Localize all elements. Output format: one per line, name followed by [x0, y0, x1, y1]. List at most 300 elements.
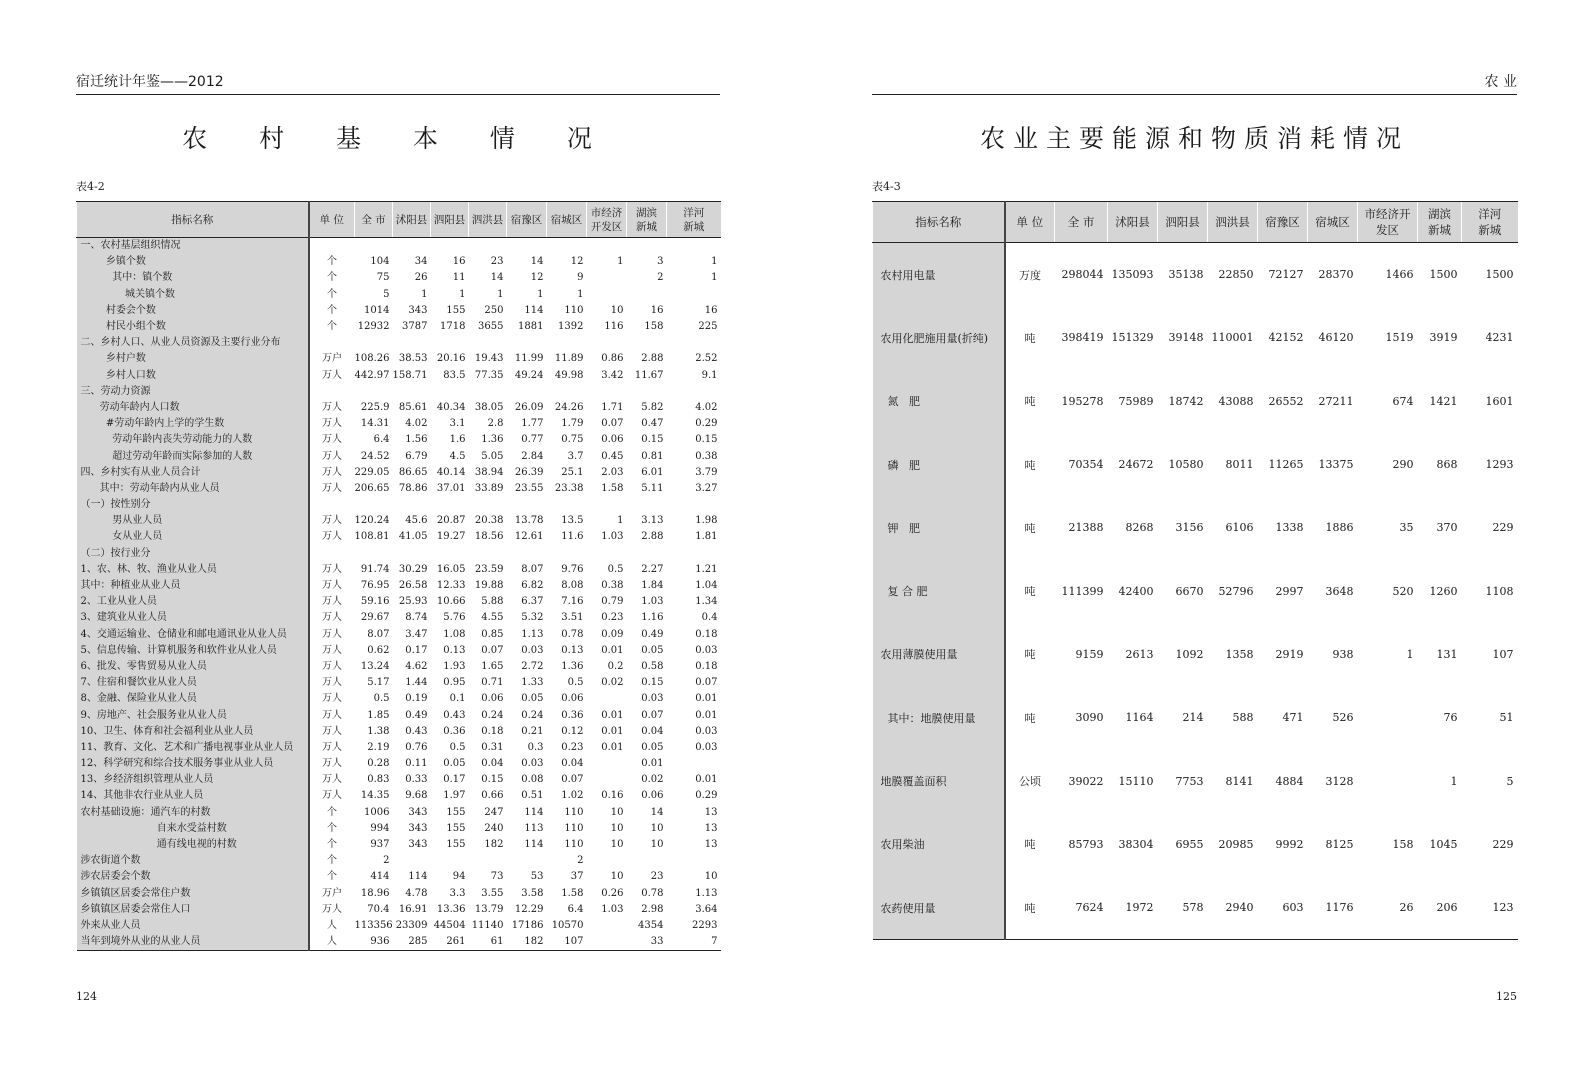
value-cell: 0.02 [641, 774, 664, 786]
value-cell: 6670 [1175, 584, 1204, 598]
value-cell: 2.84 [521, 450, 544, 462]
value-cell: 0.43 [405, 725, 428, 737]
value-cell: 1.71 [601, 401, 624, 413]
unit-cell: 个 [327, 288, 337, 300]
value-cell: 14 [650, 806, 664, 818]
value-cell [393, 384, 431, 400]
value-cell: 0.18 [695, 628, 718, 640]
value-cell: 1 [711, 256, 718, 268]
value-cell: 27211 [1318, 394, 1354, 408]
value-cell: 994 [370, 822, 390, 834]
value-cell: 33.89 [474, 482, 504, 494]
value-cell: 0.17 [443, 774, 466, 786]
value-cell: 77.35 [474, 369, 504, 381]
value-cell: 28370 [1318, 268, 1354, 282]
value-cell: 78.86 [398, 482, 428, 494]
value-cell: 0.18 [695, 660, 718, 672]
value-cell: 0.24 [521, 709, 544, 721]
table-row [77, 788, 721, 804]
value-cell: 13 [704, 839, 718, 851]
header-column: 全 市 [1055, 202, 1108, 243]
unit-cell: 人 [327, 919, 337, 931]
value-cell: 12932 [357, 321, 390, 333]
value-cell [393, 546, 431, 562]
value-cell: 46120 [1318, 331, 1354, 345]
value-cell: 10580 [1168, 458, 1204, 472]
value-cell: 0.38 [695, 450, 718, 462]
row-label: 农用柴油 [873, 813, 1005, 876]
value-cell: 1466 [1385, 268, 1414, 282]
value-cell: 0.33 [405, 774, 428, 786]
unit-cell: 万人 [322, 369, 342, 381]
value-cell: 85.61 [398, 401, 428, 413]
row-label: 磷 肥 [873, 433, 1005, 496]
value-cell: 155 [446, 304, 466, 316]
value-cell [469, 335, 507, 351]
value-cell: 1.08 [443, 628, 466, 640]
value-cell: 0.58 [641, 660, 664, 672]
value-cell: 0.18 [481, 725, 504, 737]
value-cell: 0.07 [641, 709, 664, 721]
row-label: 9、房地产、社会服务业从业人员 [77, 707, 309, 723]
unit-cell: 万人 [322, 612, 342, 624]
page-title: 农 村 基 本 情 况 [182, 124, 614, 153]
value-cell: 2.27 [641, 563, 664, 575]
left-page [76, 0, 720, 1077]
row-label: 其中：劳动年龄内从业人员 [77, 481, 309, 497]
value-cell: 0.19 [405, 693, 428, 705]
unit-cell: 万人 [322, 563, 342, 575]
table-row [77, 707, 721, 723]
header-column: 市经济开 发区 [1358, 202, 1418, 243]
value-cell: 1.44 [405, 677, 428, 689]
value-cell: 1.79 [561, 418, 584, 430]
unit-cell: 吨 [1024, 458, 1036, 472]
value-cell: 4.02 [695, 401, 718, 413]
value-cell: 0.85 [481, 628, 504, 640]
value-cell: 0.15 [641, 677, 664, 689]
value-cell: 14.35 [360, 790, 390, 802]
row-label: 7、住宿和餐饮业从业人员 [77, 675, 309, 691]
value-cell: 7753 [1175, 774, 1204, 788]
table-row [77, 886, 721, 902]
value-cell: 6.4 [373, 434, 390, 446]
header-indicator-name: 指标名称 [77, 202, 309, 238]
value-cell: 3.7 [567, 450, 584, 462]
row-label: 2、工业从业人员 [77, 594, 309, 610]
row-label: 钾 肥 [873, 496, 1005, 559]
value-cell: 3128 [1325, 774, 1354, 788]
row-label: 其中：镇个数 [77, 270, 309, 286]
table-row [873, 876, 1518, 940]
value-cell: 1421 [1429, 394, 1458, 408]
value-cell: 24.26 [554, 401, 584, 413]
value-cell: 110 [564, 839, 584, 851]
value-cell [587, 918, 627, 934]
header-column: 洋河 新城 [667, 202, 721, 238]
value-cell [431, 497, 469, 513]
table-row [77, 643, 721, 659]
value-cell: 6.01 [641, 466, 664, 478]
value-cell: 182 [507, 934, 547, 951]
value-cell: 59.16 [360, 596, 390, 608]
value-cell: 1972 [1108, 876, 1158, 940]
value-cell: 26552 [1268, 394, 1304, 408]
header-column: 宿城区 [547, 202, 587, 238]
value-cell [469, 238, 507, 255]
value-cell: 1.81 [695, 531, 718, 543]
unit-cell: 吨 [1024, 711, 1036, 725]
value-cell: 0.05 [641, 644, 664, 656]
value-cell: 131 [1436, 647, 1458, 661]
row-label: 农用化肥施用量(折纯) [873, 306, 1005, 369]
value-cell: 2.98 [641, 903, 664, 915]
value-cell: 70354 [1068, 458, 1104, 472]
value-cell: 0.03 [521, 758, 544, 770]
header-unit: 单 位 [309, 202, 355, 238]
value-cell: 0.04 [641, 725, 664, 737]
value-cell: 53 [530, 871, 544, 883]
row-label: 一、农村基层组织情况 [77, 238, 309, 255]
value-cell: 1.13 [695, 887, 718, 899]
right-page [872, 0, 1517, 1077]
value-cell: 2997 [1275, 584, 1304, 598]
header-indicator-name: 指标名称 [873, 202, 1005, 243]
value-cell: 110 [564, 822, 584, 834]
value-cell: 0.01 [601, 644, 624, 656]
value-cell: 104 [370, 256, 390, 268]
unit-cell: 万人 [322, 466, 342, 478]
value-cell: 1.13 [521, 628, 544, 640]
value-cell: 6.37 [521, 596, 544, 608]
value-cell: 25.1 [561, 466, 584, 478]
table-label: 表4-3 [872, 180, 901, 193]
value-cell: 0.1 [449, 693, 466, 705]
value-cell: 9.76 [561, 563, 584, 575]
value-cell: 0.31 [481, 741, 504, 753]
value-cell: 0.17 [405, 644, 428, 656]
value-cell: 1.65 [481, 660, 504, 672]
value-cell [431, 853, 469, 869]
row-label: 其中：地膜使用量 [873, 686, 1005, 749]
value-cell: 1881 [518, 321, 544, 333]
value-cell: 261 [431, 934, 469, 951]
value-cell [469, 853, 507, 869]
value-cell: 113 [524, 822, 544, 834]
value-cell: 19.27 [436, 531, 466, 543]
value-cell: 1.58 [601, 482, 624, 494]
row-label: 6、批发、零售贸易从业人员 [77, 659, 309, 675]
value-cell: 5 [1506, 774, 1514, 788]
value-cell: 40.34 [436, 401, 466, 413]
value-cell: 43088 [1218, 394, 1254, 408]
table-row [77, 902, 721, 918]
header-column: 宿豫区 [507, 202, 547, 238]
value-cell: 285 [393, 934, 431, 951]
value-cell: 11265 [1268, 458, 1304, 472]
value-cell: 116 [604, 321, 624, 333]
table-header-row [873, 202, 1518, 243]
value-cell: 13.78 [514, 515, 544, 527]
value-cell: 0.43 [443, 709, 466, 721]
value-cell: 0.01 [695, 693, 718, 705]
header-column: 泗洪县 [1208, 202, 1258, 243]
value-cell: 1.77 [521, 418, 544, 430]
value-cell [507, 335, 547, 351]
value-cell: 17186 [511, 919, 544, 931]
value-cell: 4354 [638, 919, 664, 931]
row-label: 男从业人员 [77, 513, 309, 529]
table-row [873, 686, 1518, 749]
value-cell: 2613 [1125, 647, 1154, 661]
row-label: 8、金融、保险业从业人员 [77, 691, 309, 707]
value-cell: 3.3 [449, 887, 466, 899]
table-energy-consumption [872, 201, 1518, 940]
value-cell [587, 853, 627, 869]
value-cell: 25.93 [398, 596, 428, 608]
value-cell: 0.78 [561, 628, 584, 640]
value-cell: 8.07 [521, 563, 544, 575]
table-row [873, 749, 1518, 812]
value-cell: 10 [704, 871, 718, 883]
row-label: （一）按性别分 [77, 497, 309, 513]
value-cell: 1.33 [521, 677, 544, 689]
value-cell: 0.13 [443, 644, 466, 656]
value-cell: 16.91 [398, 903, 428, 915]
value-cell: 0.01 [601, 709, 624, 721]
value-cell: 343 [408, 304, 428, 316]
value-cell [355, 335, 393, 351]
value-cell: 12 [570, 256, 584, 268]
value-cell: 1.97 [443, 790, 466, 802]
row-label: 涉农街道个数 [77, 853, 309, 869]
table-row [77, 481, 721, 497]
row-label: 劳动年龄内丧失劳动能力的人数 [77, 432, 309, 448]
table-row [77, 513, 721, 529]
value-cell: 1 [577, 288, 584, 300]
value-cell: 0.47 [641, 418, 664, 430]
row-label: 乡镇镇区居委会常住人口 [77, 902, 309, 918]
table-row [77, 351, 721, 367]
value-cell: 0.09 [601, 628, 624, 640]
unit-cell: 万人 [322, 580, 342, 592]
value-cell: 471 [1282, 711, 1304, 725]
value-cell: 0.04 [481, 758, 504, 770]
value-cell: 0.07 [695, 677, 718, 689]
row-label: 超过劳动年龄而实际参加的人数 [77, 448, 309, 464]
value-cell: 8.08 [561, 580, 584, 592]
value-cell: 1500 [1429, 268, 1458, 282]
row-label: 13、乡经济组织管理从业人员 [77, 772, 309, 788]
table-row [873, 813, 1518, 876]
value-cell: 13.5 [561, 515, 584, 527]
value-cell: 6.4 [567, 903, 584, 915]
value-cell: 3.27 [695, 482, 718, 494]
value-cell: 13 [704, 822, 718, 834]
value-cell: 442.97 [354, 369, 390, 381]
value-cell [393, 853, 431, 869]
value-cell: 20.87 [436, 515, 466, 527]
value-cell: 45.6 [405, 515, 428, 527]
value-cell: 10.66 [436, 596, 466, 608]
value-cell: 8.74 [405, 612, 428, 624]
value-cell: 4.55 [481, 612, 504, 624]
row-label: 农村用电量 [873, 243, 1005, 307]
value-cell: 4231 [1485, 331, 1514, 345]
value-cell: 86.65 [398, 466, 428, 478]
value-cell: 76 [1443, 711, 1458, 725]
value-cell [1358, 749, 1418, 812]
row-label: 14、其他非农行业从业人员 [77, 788, 309, 804]
value-cell: 42152 [1268, 331, 1304, 345]
unit-cell: 吨 [1024, 585, 1036, 599]
value-cell: 85793 [1068, 837, 1104, 851]
row-label: 自来水受益村数 [77, 821, 309, 837]
value-cell [587, 756, 627, 772]
value-cell: 298044 [1061, 268, 1104, 282]
row-label: 涉农居委会个数 [77, 869, 309, 885]
value-cell: 14.31 [360, 418, 390, 430]
unit-cell: 万人 [322, 515, 342, 527]
value-cell: 0.29 [695, 790, 718, 802]
value-cell: 8141 [1225, 774, 1254, 788]
value-cell: 0.04 [561, 758, 584, 770]
value-cell: 38.94 [474, 466, 504, 478]
unit-cell: 个 [327, 272, 337, 284]
row-label: 其中：种植业从业人员 [77, 578, 309, 594]
unit-cell: 公顷 [1019, 775, 1041, 789]
value-cell: 1 [421, 288, 428, 300]
value-cell: 370 [1436, 521, 1458, 535]
value-cell [431, 546, 469, 562]
table-row [77, 562, 721, 578]
value-cell: 108.26 [354, 353, 390, 365]
value-cell: 0.07 [481, 644, 504, 656]
value-cell: 1500 [1485, 268, 1514, 282]
value-cell: 91.74 [360, 563, 390, 575]
unit-cell: 万人 [322, 660, 342, 672]
unit-cell [309, 335, 355, 351]
table-row [873, 433, 1518, 496]
value-cell: 1006 [364, 806, 390, 818]
value-cell: 0.03 [695, 644, 718, 656]
unit-cell: 吨 [1024, 521, 1036, 535]
value-cell: 206 [1418, 876, 1462, 940]
unit-cell [309, 384, 355, 400]
value-cell: 16 [452, 256, 466, 268]
value-cell: 26.58 [398, 580, 428, 592]
value-cell: 240 [484, 822, 504, 834]
unit-cell: 万人 [322, 596, 342, 608]
header-unit: 单 位 [1005, 202, 1055, 243]
table-row [77, 546, 721, 562]
value-cell [547, 384, 587, 400]
value-cell: 1.93 [443, 660, 466, 672]
value-cell: 94 [452, 871, 466, 883]
value-cell: 937 [370, 839, 390, 851]
value-cell: 6.79 [405, 450, 428, 462]
table-row [77, 238, 721, 255]
value-cell: 0.05 [641, 741, 664, 753]
row-label: 乡镇镇区居委会常住户数 [77, 886, 309, 902]
value-cell: 3 [657, 256, 664, 268]
table-row [77, 918, 721, 934]
row-label: 5、信息传输、计算机服务和软件业从业人员 [77, 643, 309, 659]
value-cell: 1.34 [695, 596, 718, 608]
value-cell: 0.15 [481, 774, 504, 786]
value-cell: 0.76 [405, 741, 428, 753]
value-cell: 206.65 [354, 482, 390, 494]
table-rural-basic [76, 201, 721, 951]
value-cell: 114 [408, 871, 428, 883]
value-cell [587, 270, 627, 286]
value-cell: 10 [610, 806, 624, 818]
header-column: 宿豫区 [1258, 202, 1308, 243]
value-cell: 3.13 [641, 515, 664, 527]
header-column: 泗阳县 [1158, 202, 1208, 243]
value-cell: 107 [547, 934, 587, 951]
value-cell: 0.06 [481, 693, 504, 705]
value-cell: 20.38 [474, 515, 504, 527]
table-row [873, 559, 1518, 622]
header-column: 沭阳县 [1108, 202, 1158, 243]
value-cell: 12.33 [436, 580, 466, 592]
value-cell: 72127 [1268, 268, 1304, 282]
value-cell: 0.03 [641, 693, 664, 705]
value-cell [431, 384, 469, 400]
table-row [77, 432, 721, 448]
value-cell: 1.21 [695, 563, 718, 575]
value-cell: 10 [650, 839, 664, 851]
value-cell: 1.85 [367, 709, 390, 721]
value-cell: 938 [1332, 647, 1354, 661]
table-header-row [77, 202, 721, 238]
value-cell: 13 [704, 806, 718, 818]
running-head-title: 农 业 [1484, 74, 1517, 90]
value-cell [469, 384, 507, 400]
unit-cell: 万人 [322, 628, 342, 640]
table-row [873, 496, 1518, 559]
value-cell: 578 [1158, 876, 1208, 940]
value-cell: 0.07 [561, 774, 584, 786]
unit-cell: 个 [327, 871, 337, 883]
unit-cell: 个 [327, 855, 337, 867]
value-cell: 603 [1258, 876, 1308, 940]
table-row [77, 287, 721, 303]
page-title: 农业主要能源和物质消耗情况 [979, 124, 1409, 153]
value-cell: 19.88 [474, 580, 504, 592]
value-cell: 1.58 [561, 887, 584, 899]
row-label: 村委会个数 [77, 303, 309, 319]
value-cell: 18.96 [360, 887, 390, 899]
table-row [873, 306, 1518, 369]
value-cell: 3.64 [695, 903, 718, 915]
value-cell: 76.95 [360, 580, 390, 592]
value-cell: 225.9 [360, 401, 390, 413]
value-cell: 123 [1462, 876, 1518, 940]
value-cell: 0.23 [561, 741, 584, 753]
value-cell: 3.1 [449, 418, 466, 430]
value-cell: 1260 [1429, 584, 1458, 598]
value-cell: 51 [1499, 711, 1514, 725]
value-cell: 2.8 [487, 418, 504, 430]
value-cell: 23 [650, 871, 664, 883]
value-cell: 16 [650, 304, 664, 316]
value-cell [431, 238, 469, 255]
value-cell: 3156 [1175, 521, 1204, 535]
value-cell: 0.01 [641, 758, 664, 770]
value-cell [507, 497, 547, 513]
